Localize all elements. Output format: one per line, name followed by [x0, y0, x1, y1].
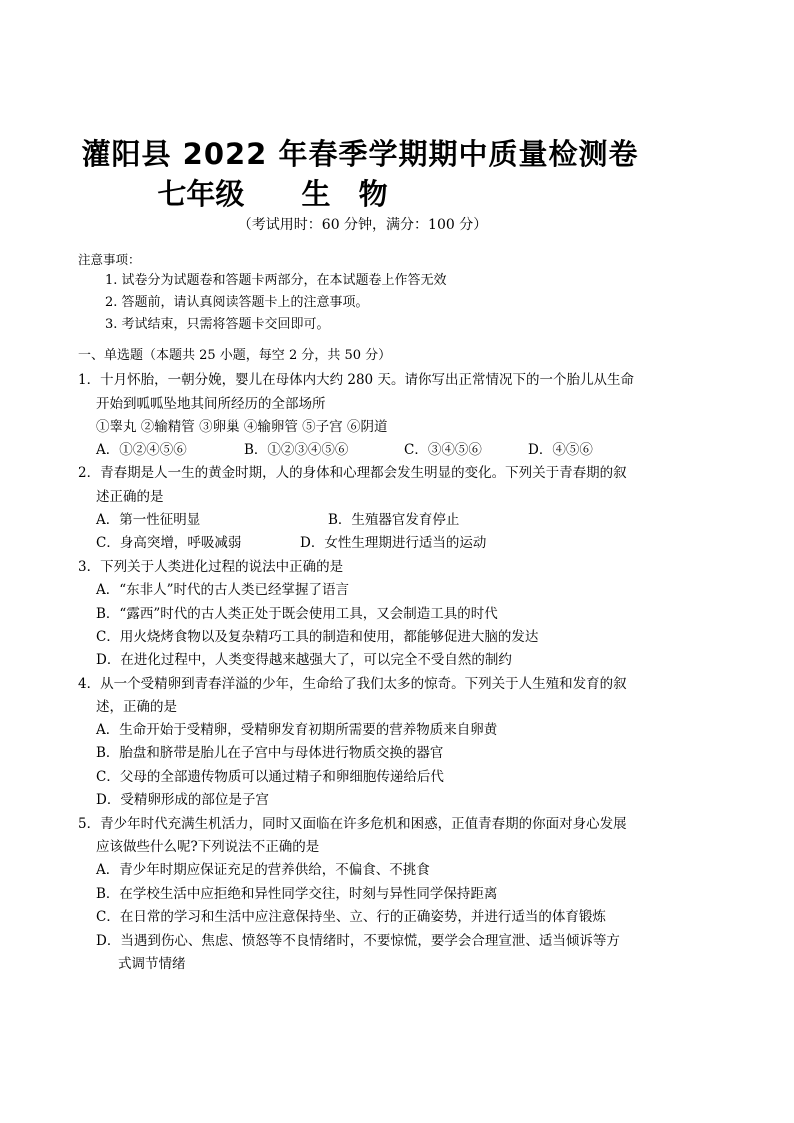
question-stem-cont: 述，正确的是	[96, 699, 177, 715]
question-stem: 1．十月怀胎，一朝分娩，婴儿在母体内大约 280 天。请你写出正常情况下的一个胎儿从生命	[78, 372, 634, 388]
question-stem-cont: 应该做些什么呢?下列说法不正确的是	[96, 839, 320, 855]
option-c: C．在日常的学习和生活中应注意保持坐、立、行的正确姿势，并进行适当的体育锻炼	[96, 909, 606, 925]
grade-subject: 七年级 生 物	[157, 177, 388, 211]
option-row	[96, 533, 656, 553]
option-d: D．女性生理期进行适当的运动	[300, 535, 487, 551]
option-b: B．“露西”时代的古人类正处于既会使用工具，又会制造工具的时代	[96, 606, 498, 622]
option-d: D．在进化过程中，人类变得越来越强大了，可以完全不受自然的制约	[96, 652, 512, 668]
option-row	[96, 510, 656, 530]
option-c: C．父母的全部遗传物质可以通过精子和卵细胞传递给后代	[96, 769, 444, 785]
question-stem: 2．青春期是人一生的黄金时期，人的身体和心理都会发生明显的变化。下列关于青春期的叙	[78, 465, 627, 481]
question-stem-cont: 开始到呱呱坠地其间所经历的全部场所	[96, 396, 326, 412]
option-d: D．受精卵形成的部位是子宫	[96, 792, 269, 808]
option-a: A．第一性征明显	[96, 512, 201, 528]
question-stem: 3．下列关于人类进化过程的说法中正确的是	[78, 559, 344, 575]
option-row	[96, 440, 656, 460]
option-a: A．“东非人”时代的古人类已经掌握了语言	[96, 582, 350, 598]
option-d: D．④⑤⑥	[528, 442, 593, 458]
note-item: 3. 考试结束，只需将答题卡交回即可。	[105, 317, 330, 332]
notes-heading: 注意事项：	[78, 252, 141, 267]
question-stem: 5．青少年时代充满生机活力，同时又面临在许多危机和困惑，正值青春期的你面对身心发展	[78, 816, 627, 832]
section-heading: 一、单选题（本题共 25 小题，每空 2 分，共 50 分）	[78, 348, 392, 363]
option-a: A．青少年时期应保证充足的营养供给，不偏食、不挑食	[96, 862, 430, 878]
option-d-cont: 式调节情绪	[118, 956, 186, 972]
exam-info: （考试用时：60 分钟，满分：100 分）	[237, 217, 488, 233]
note-item: 1. 试卷分为试题卷和答题卡两部分，在本试题卷上作答无效	[105, 273, 447, 288]
option-c: C．用火烧烤食物以及复杂精巧工具的制造和使用，都能够促进大脑的发达	[96, 629, 539, 645]
question-stem-cont: 述正确的是	[96, 489, 164, 505]
question-extra: ①睾丸 ②输精管 ③卵巢 ④输卵管 ⑤子宫 ⑥阴道	[96, 419, 388, 435]
question-stem: 4．从一个受精卵到青春洋溢的少年，生命给了我们太多的惊奇。下列关于人生殖和发育的叙	[78, 676, 627, 692]
exam-title: 灌阳县 2022 年春季学期期中质量检测卷	[81, 137, 639, 171]
option-b: B．胎盘和脐带是胎儿在子宫中与母体进行物质交换的器官	[96, 745, 444, 761]
option-b: B．生殖器官发育停止	[328, 512, 460, 528]
option-d: D．当遇到伤心、焦虑、愤怒等不良情绪时，不要惊慌，要学会合理宣泄、适当倾诉等方	[96, 933, 620, 949]
option-a: A．生命开始于受精卵，受精卵发育初期所需要的营养物质来自卵黄	[96, 722, 498, 738]
option-c: C．身高突增，呼吸减弱	[96, 535, 242, 551]
note-item: 2. 答题前，请认真阅读答题卡上的注意事项。	[105, 295, 369, 310]
option-b: B．在学校生活中应拒绝和异性同学交往，时刻与异性同学保持距离	[96, 886, 498, 902]
option-b: B．①②③④⑤⑥	[244, 442, 349, 458]
option-a: A．①②④⑤⑥	[96, 442, 187, 458]
option-c: C．③④⑤⑥	[404, 442, 482, 458]
